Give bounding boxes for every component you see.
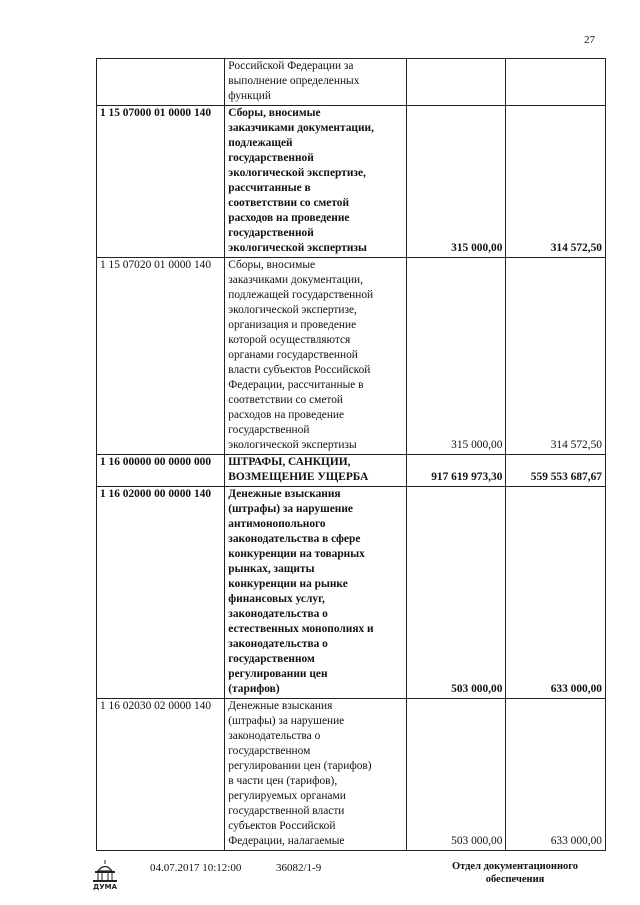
revenue-name-line: расходов на проведение xyxy=(228,409,345,421)
budget-table xyxy=(96,58,606,851)
revenue-name-cell xyxy=(225,106,407,258)
state-duma-logo-icon xyxy=(90,858,120,892)
revenue-name-line: законодательства о xyxy=(228,608,328,620)
revenue-name-cell xyxy=(225,455,407,487)
actual-amount-cell: 314 572,50 xyxy=(506,106,606,258)
revenue-name-line: (штрафы) за нарушение xyxy=(228,503,353,515)
revenue-name-line: антимонопольного xyxy=(228,518,326,530)
revenue-name-line: функций xyxy=(228,90,271,102)
table-row xyxy=(97,106,606,258)
planned-amount-cell: 917 619 973,30 xyxy=(406,455,506,487)
revenue-name-line: ВОЗМЕЩЕНИЕ УЩЕРБА xyxy=(228,471,369,483)
revenue-name-line: выполнение определенных xyxy=(228,75,360,87)
svg-text:ДУМА: ДУМА xyxy=(92,883,118,891)
revenue-name-line: которой осуществляются xyxy=(228,334,351,346)
footer-department xyxy=(440,860,590,886)
actual-amount-cell xyxy=(506,59,606,106)
planned-amount-cell: 315 000,00 xyxy=(406,258,506,455)
revenue-name-line: конкуренции на товарных xyxy=(228,548,365,560)
revenue-name-line: законодательства о xyxy=(228,730,321,742)
actual-amount-cell: 314 572,50 xyxy=(506,258,606,455)
revenue-name-line: соответствии со сметой xyxy=(228,394,344,406)
revenue-name-line: государственном xyxy=(228,745,311,757)
footer-date: 04.07.2017 10:12:00 xyxy=(150,862,242,874)
revenue-name-line: Федерации, налагаемые xyxy=(228,835,345,847)
revenue-name-line: рынках, защиты xyxy=(228,563,315,575)
revenue-name-line: Денежные взыскания xyxy=(228,700,333,712)
revenue-name-line: законодательства в сфере xyxy=(228,533,361,545)
revenue-name-line: финансовых услуг, xyxy=(228,593,325,605)
table-row xyxy=(97,59,606,106)
revenue-name-line: государственной xyxy=(228,152,314,164)
budget-code-cell xyxy=(97,59,225,106)
revenue-name-line: Федерации, рассчитанные в xyxy=(228,379,364,391)
revenue-name-line: власти субъектов Российской xyxy=(228,364,371,376)
planned-amount-cell: 315 000,00 xyxy=(406,106,506,258)
page-number: 27 xyxy=(584,34,595,46)
budget-code-cell: 1 16 00000 00 0000 000 xyxy=(97,455,225,487)
actual-amount-cell: 633 000,00 xyxy=(506,487,606,699)
revenue-name-line: органами государственной xyxy=(228,349,358,361)
revenue-name-line: регулируемых органами xyxy=(228,790,346,802)
revenue-name-line: экологической экспертизе, xyxy=(228,304,357,316)
footer-department-line1: Отдел документационного xyxy=(451,861,579,872)
revenue-name-line: подлежащей xyxy=(228,137,293,149)
budget-code-cell: 1 16 02000 00 0000 140 xyxy=(97,487,225,699)
budget-code-cell: 1 15 07020 01 0000 140 xyxy=(97,258,225,455)
revenue-name-line: подлежащей государственной xyxy=(228,289,374,301)
revenue-name-line: заказчиками документации, xyxy=(228,122,374,134)
revenue-name-line: субъектов Российской xyxy=(228,820,336,832)
budget-table-body xyxy=(97,59,606,851)
footer-doc-number: 36082/1-9 xyxy=(276,862,322,874)
revenue-name-cell xyxy=(225,699,407,851)
revenue-name-line: государственной xyxy=(228,424,310,436)
table-row xyxy=(97,699,606,851)
page-footer xyxy=(0,860,640,900)
budget-code-cell: 1 15 07000 01 0000 140 xyxy=(97,106,225,258)
revenue-name-line: естественных монополиях и xyxy=(228,623,374,635)
budget-code-cell: 1 16 02030 02 0000 140 xyxy=(97,699,225,851)
revenue-name-line: экологической экспертизы xyxy=(228,439,357,451)
revenue-name-cell xyxy=(225,487,407,699)
revenue-name-line: организация и проведение xyxy=(228,319,357,331)
revenue-name-line: заказчиками документации, xyxy=(228,274,363,286)
revenue-name-line: Российской Федерации за xyxy=(228,60,354,72)
revenue-name-line: государственном xyxy=(228,653,315,665)
revenue-name-line: регулировании цен (тарифов) xyxy=(228,760,372,772)
revenue-name-line: регулировании цен xyxy=(228,668,328,680)
revenue-name-line: экологической экспертизе, xyxy=(228,167,366,179)
table-row xyxy=(97,487,606,699)
revenue-name-line: государственной власти xyxy=(228,805,345,817)
revenue-name-line: ШТРАФЫ, САНКЦИИ, xyxy=(228,456,351,468)
revenue-name-line: в части цен (тарифов), xyxy=(228,775,338,787)
revenue-name-line: законодательства о xyxy=(228,638,328,650)
revenue-name-line: конкуренции на рынке xyxy=(228,578,348,590)
planned-amount-cell xyxy=(406,59,506,106)
planned-amount-cell: 503 000,00 xyxy=(406,699,506,851)
footer-department-line2: обеспечения xyxy=(485,874,545,885)
revenue-name-line: (тарифов) xyxy=(228,683,280,695)
revenue-name-line: (штрафы) за нарушение xyxy=(228,715,345,727)
revenue-name-line: рассчитанные в xyxy=(228,182,311,194)
actual-amount-cell: 559 553 687,67 xyxy=(506,455,606,487)
revenue-name-line: Сборы, вносимые xyxy=(228,259,316,271)
revenue-name-cell xyxy=(225,258,407,455)
revenue-name-line: экологической экспертизы xyxy=(228,242,367,254)
revenue-name-line: государственной xyxy=(228,227,314,239)
planned-amount-cell: 503 000,00 xyxy=(406,487,506,699)
revenue-name-line: Денежные взыскания xyxy=(228,488,341,500)
table-row xyxy=(97,455,606,487)
revenue-name-line: расходов на проведение xyxy=(228,212,350,224)
actual-amount-cell: 633 000,00 xyxy=(506,699,606,851)
revenue-name-cell xyxy=(225,59,407,106)
revenue-name-line: соответствии со сметой xyxy=(228,197,350,209)
table-row xyxy=(97,258,606,455)
revenue-name-line: Сборы, вносимые xyxy=(228,107,321,119)
